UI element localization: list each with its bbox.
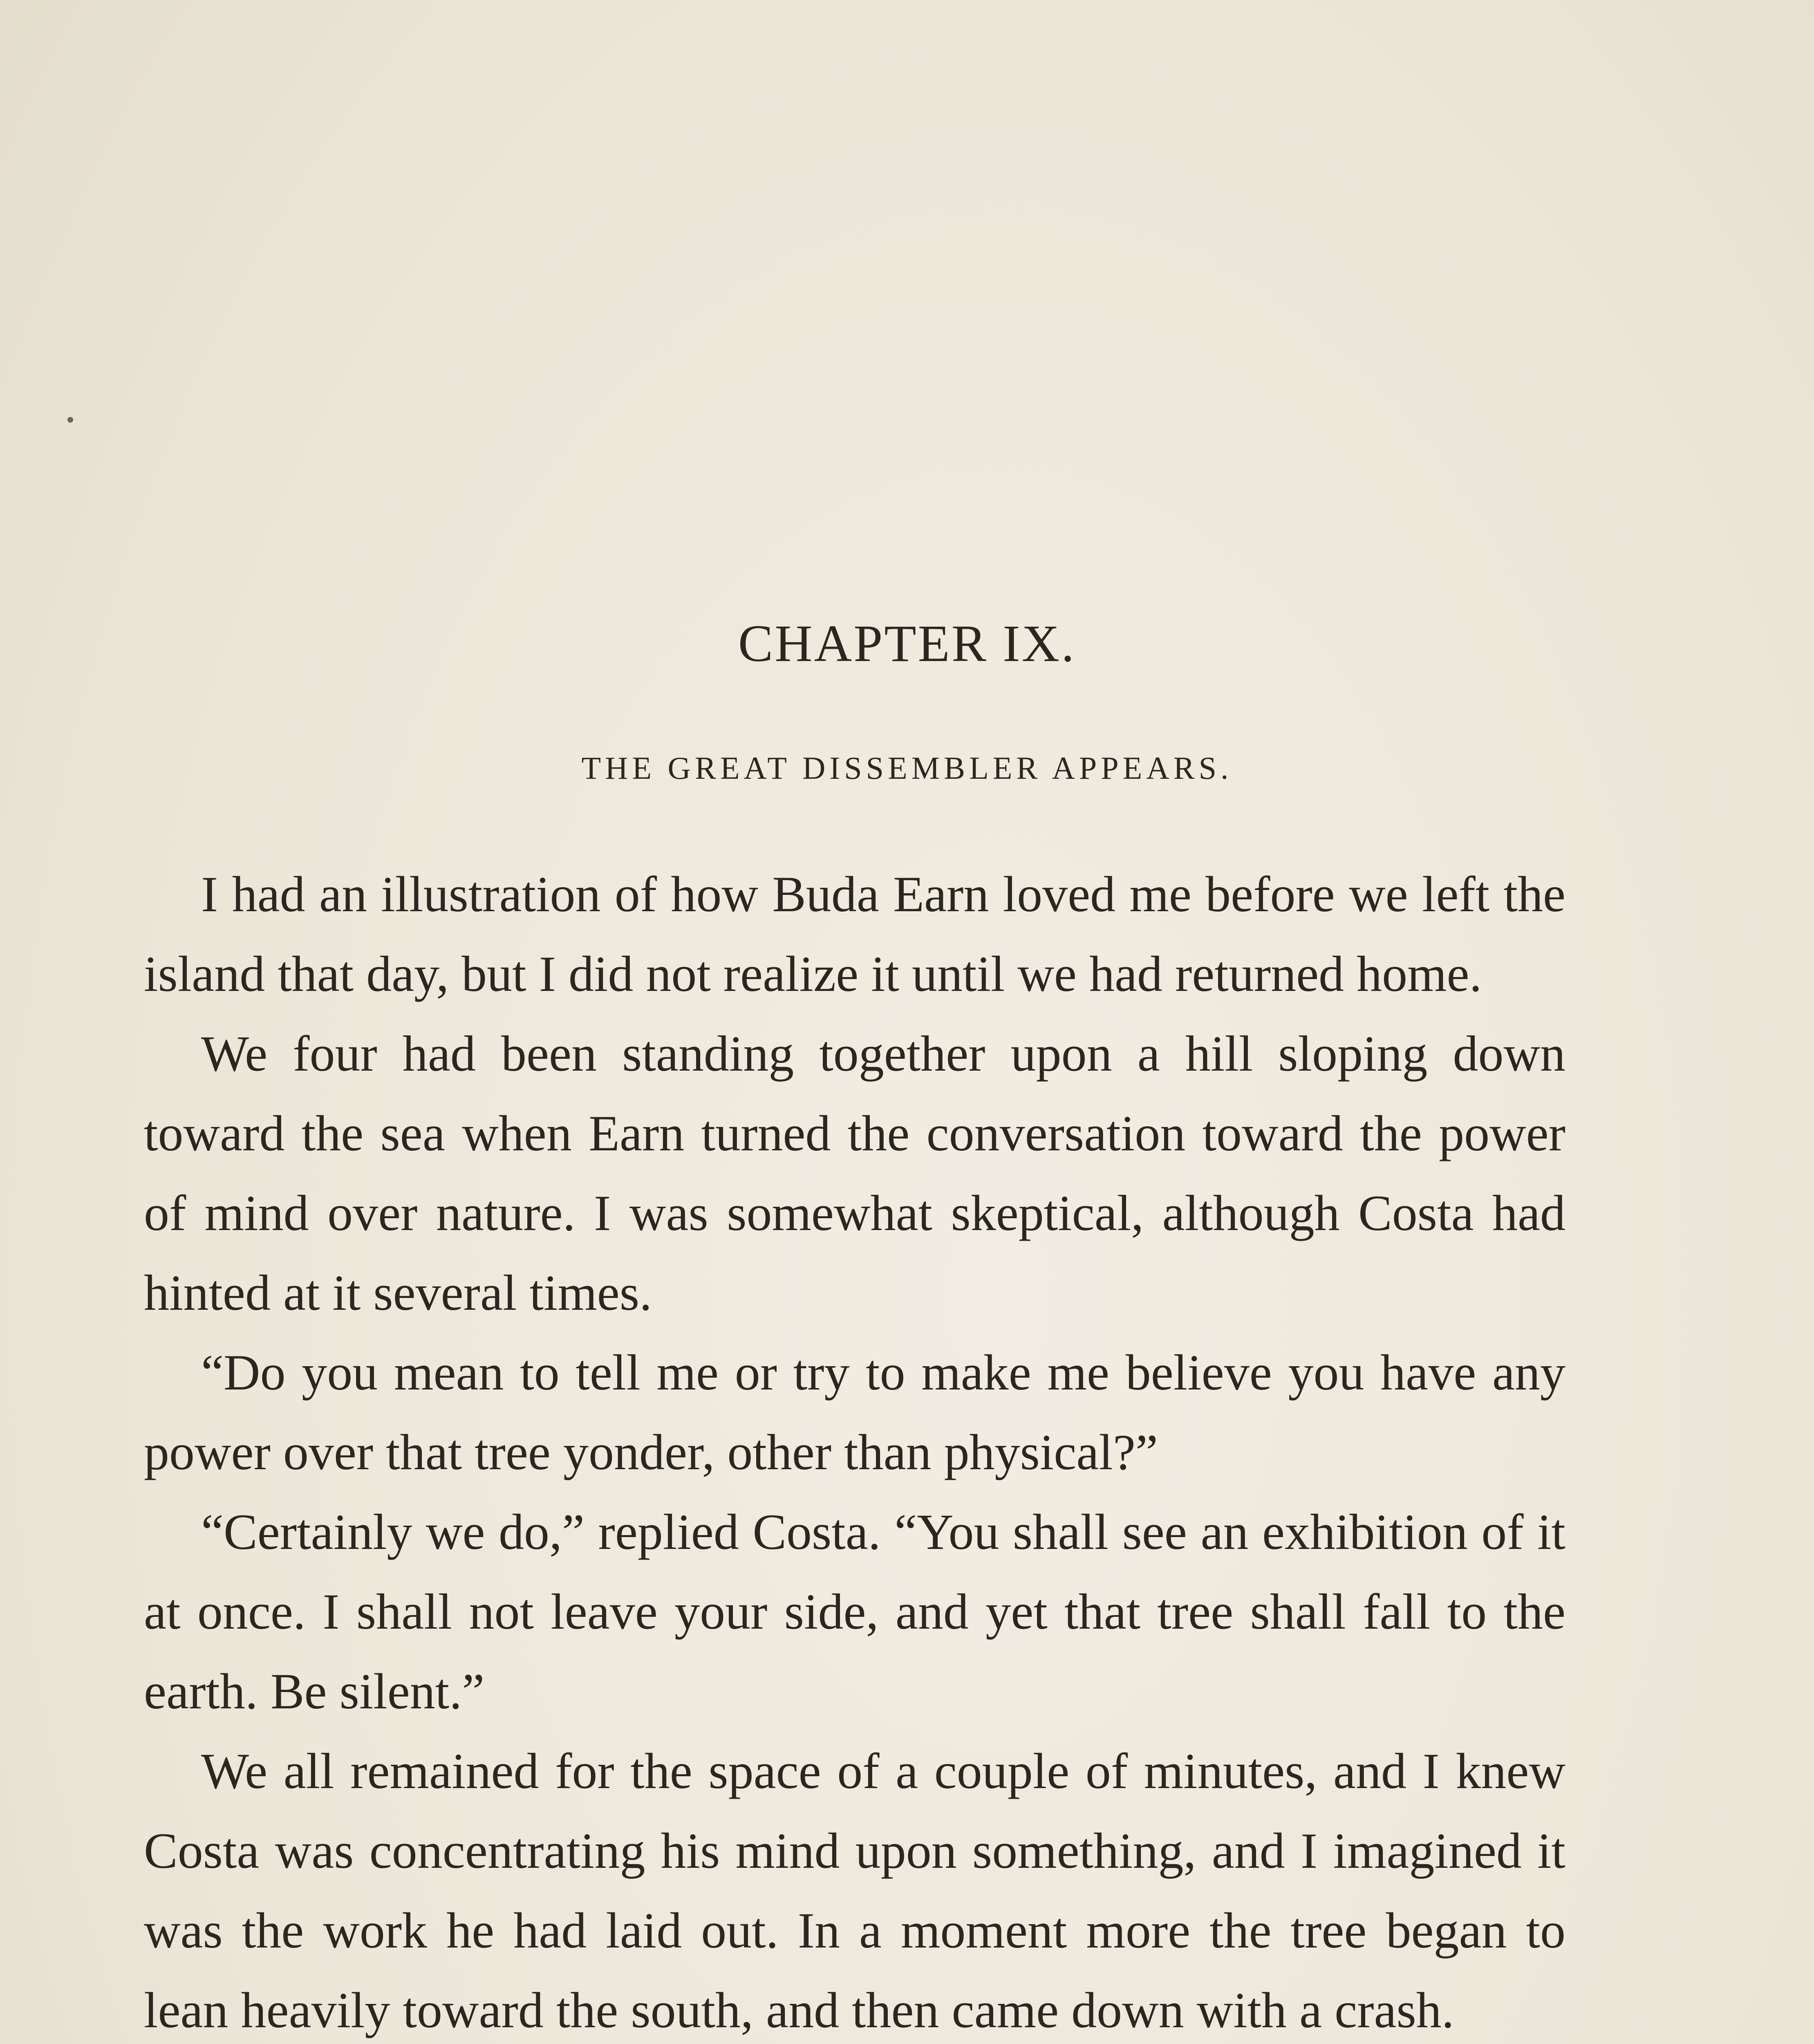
chapter-body [144, 854, 1565, 2044]
paragraph: We all remained for the space of a couple of minutes, and I knew Costa was concentrating his mind upon something, and I imagined it was the work he had laid out. In a moment more the tree began to lean heavily toward the south, and then came down with a crash. [144, 1743, 1565, 2038]
chapter-title: CHAPTER IX. [738, 614, 1076, 672]
paragraph: “Do you mean to tell me or try to make me believe you have any power over that tree yonder, other than physical?” [144, 1345, 1565, 1480]
chapter-subtitle: THE GREAT DISSEMBLER APPEARS. [581, 750, 1233, 786]
page-speck [67, 417, 73, 423]
paragraph: I had an illustration of how Buda Earn loved me before we left the island that day, but I did not realize it until we had returned home. [144, 866, 1565, 1002]
paragraph: We four had been standing together upon a hill sloping down toward the sea when Earn turned the conversation toward the power of mind over nature. I was somewhat skeptical, although Costa had hinted at it several times. [144, 1026, 1565, 1321]
paragraph: “Certainly we do,” replied Costa. “You shall see an exhibition of it at once. I shall not leave your side, and yet that tree shall fall to the earth. Be silent.” [144, 1504, 1565, 1719]
